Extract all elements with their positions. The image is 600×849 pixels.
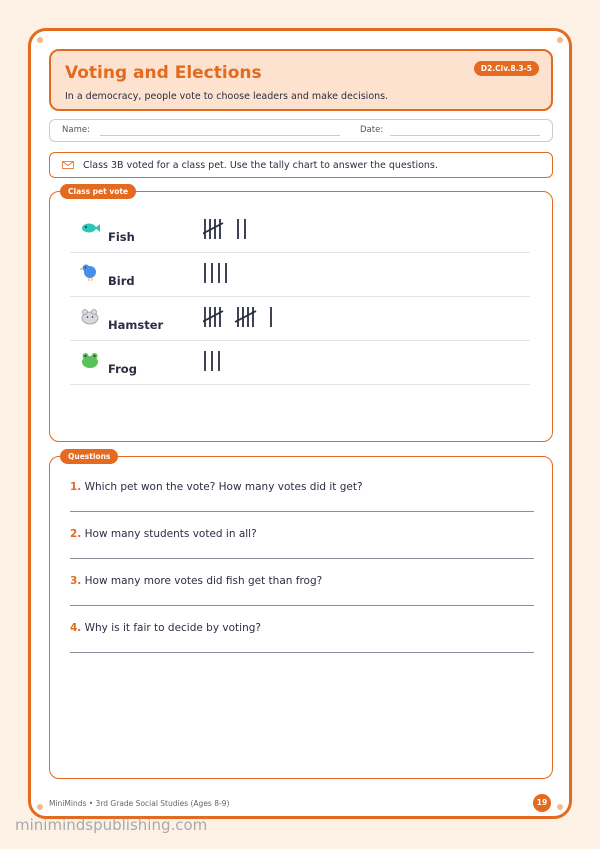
- question-text: How many students voted in all?: [84, 528, 257, 540]
- name-field[interactable]: [100, 135, 340, 136]
- question-number: 3.: [70, 575, 82, 587]
- answer-line[interactable]: [70, 605, 534, 606]
- hamster-icon: [80, 307, 100, 325]
- pet-name: Frog: [108, 362, 137, 376]
- instructions-box: [49, 152, 553, 178]
- bird-icon: [80, 263, 100, 281]
- pet-name: Hamster: [108, 318, 164, 332]
- pet-name: Fish: [108, 230, 135, 244]
- answer-line[interactable]: [70, 652, 534, 653]
- tally-row: [70, 340, 530, 385]
- page-number-badge: 19: [533, 794, 551, 812]
- date-label: Date:: [360, 125, 384, 135]
- student-info-bar: [49, 119, 553, 142]
- footer-text: MiniMinds • 3rd Grade Social Studies (Ages 8-9): [49, 799, 230, 808]
- question-text: How many more votes did fish get than frog?: [84, 575, 323, 587]
- corner-dot: [37, 37, 43, 43]
- answer-line[interactable]: [70, 511, 534, 512]
- page-title: Voting and Elections: [65, 63, 262, 83]
- worksheet-page: [28, 28, 572, 819]
- worksheet-header: [49, 49, 553, 111]
- question-text: Which pet won the vote? How many votes did it get?: [84, 481, 363, 493]
- tally-chart-panel: [49, 187, 553, 442]
- fish-icon: [80, 219, 100, 237]
- corner-dot: [557, 37, 563, 43]
- date-field[interactable]: [390, 135, 540, 136]
- tally-marks: [203, 305, 313, 329]
- question-text: Why is it fair to decide by voting?: [84, 622, 261, 634]
- watermark: minimindspublishing.com: [15, 816, 208, 834]
- tally-section-label: Class pet vote: [60, 184, 136, 199]
- instructions-text: Class 3B voted for a class pet. Use the tally chart to answer the questions.: [83, 160, 438, 171]
- frog-icon: [80, 351, 100, 369]
- pet-name: Bird: [108, 274, 135, 288]
- question-number: 2.: [70, 528, 82, 540]
- tally-marks: [203, 349, 313, 373]
- tally-row: [70, 252, 530, 297]
- question-number: 1.: [70, 481, 82, 493]
- questions-panel: [49, 452, 553, 779]
- answer-line[interactable]: [70, 558, 534, 559]
- tally-row: [70, 296, 530, 341]
- tally-row: [70, 208, 530, 253]
- questions-section-label: Questions: [60, 449, 118, 464]
- question-number: 4.: [70, 622, 82, 634]
- page-subtitle: In a democracy, people vote to choose leaders and make decisions.: [65, 91, 389, 102]
- tally-marks: [203, 217, 313, 241]
- tally-marks: [203, 261, 313, 285]
- envelope-icon: [62, 161, 74, 169]
- corner-dot: [37, 804, 43, 810]
- corner-dot: [557, 804, 563, 810]
- standard-code-badge: D2.Civ.8.3-5: [474, 61, 539, 76]
- name-label: Name:: [62, 125, 90, 135]
